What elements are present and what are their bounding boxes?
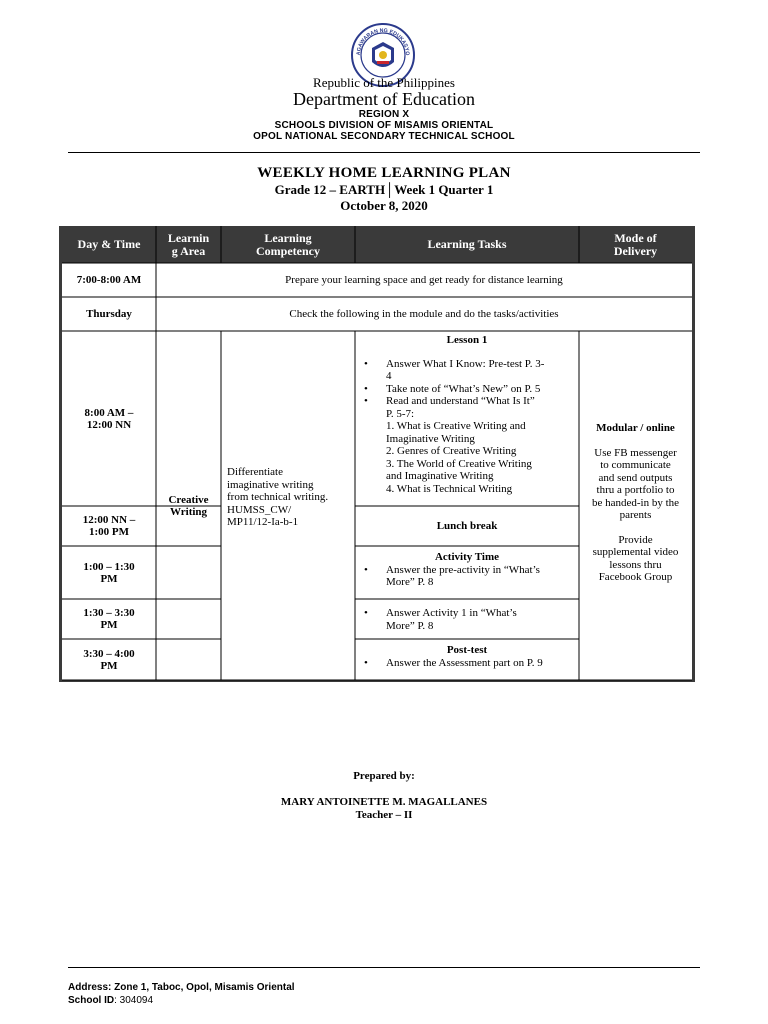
row-prepare-text: Prepare your learning space and get ready for distance learning: [285, 274, 563, 286]
post-test-title: Post-test: [446, 644, 488, 656]
list-item: • Read and understand “What Is It” P. 5-7:: [386, 395, 576, 420]
seal-text: AGAWARAN NG EDUKASYO: [355, 27, 411, 56]
plan-title: WEEKLY HOME LEARNING PLAN: [257, 165, 511, 181]
learning-plan-table: [59, 226, 695, 682]
header-learning-area: Learnin g Area: [167, 230, 210, 258]
footer-address: Address: Zone 1, Taboc, Opol, Misamis Oriental: [68, 982, 295, 993]
header-learning-competency: Learning Competency: [256, 230, 320, 258]
region-line: REGION X: [358, 109, 410, 120]
plan-date: October 8, 2020: [340, 198, 428, 213]
row-day-thursday: Thursday: [86, 308, 132, 320]
lesson-1-title: Lesson 1: [446, 334, 488, 346]
mode-title: Modular / online: [596, 422, 675, 434]
header-mode-of-delivery: Mode of Delivery: [613, 230, 658, 258]
plan-subtitle: Grade 12 – EARTH│Week 1 Quarter 1: [274, 182, 494, 197]
activity-time-tasks: [358, 551, 576, 589]
row-check-module-text: Check the following in the module and do the tasks/activities: [289, 308, 559, 320]
learning-area-creative-writing: Creative Writing: [168, 493, 209, 518]
school-line: OPOL NATIONAL SECONDARY TECHNICAL SCHOOL: [253, 131, 515, 142]
footer-divider: [68, 967, 700, 968]
list-item: • Answer Activity 1 in “What’s More” P. 8: [386, 607, 576, 632]
learning-competency-text: Differentiate imaginative writing from technical writing. HUMSS_CW/ MP11/12-Ia-b-1: [227, 466, 329, 528]
list-item: • Take note of “What’s New” on P. 5: [386, 383, 576, 396]
lesson-1-tasks: Lesson 1 • Answer What I Know: Pre-test P. 3- 4 • Take note of “What’s New” on P. 5 • Read and understand “What Is It” P. 5-7: 1. What is Creative Writing and Imaginative Writing 2. Genres of Creative Writing 3. The World of Creative Writing and Imaginative Writing 4. What is Technical Writing: [358, 334, 576, 495]
preparer-name: MARY ANTOINETTE M. MAGALLANES: [280, 796, 488, 808]
header-learning-tasks: Learning Tasks: [427, 237, 507, 251]
list-item: • Answer What I Know: Pre-test P. 3- 4: [386, 358, 576, 383]
list-item: • Answer the pre-activity in “What’s More” P. 8: [386, 564, 576, 589]
division-line: SCHOOLS DIVISION OF MISAMIS ORIENTAL: [274, 120, 494, 131]
row-time-7am: 7:00-8:00 AM: [76, 274, 142, 286]
activity-time-title: Activity Time: [434, 551, 500, 563]
list-item: • Answer the Assessment part on P. 9: [386, 657, 576, 670]
activity-1-tasks: [358, 607, 576, 632]
time-slot-330pm-4pm: 3:30 – 4:00 PM: [83, 647, 135, 672]
republic-line: Republic of the Philippines: [313, 75, 455, 90]
time-slot-130pm-330pm: 1:30 – 3:30 PM: [83, 607, 135, 631]
mode-of-delivery-text: Modular / online Use FB messenger to communicate and send outputs thru a portfolio to be handed-in by the parents Provide supplemental video lessons thru Facebook Group: [579, 422, 692, 584]
lunch-break: Lunch break: [436, 520, 498, 532]
header-divider: [68, 152, 700, 153]
time-slot-12nn-1pm: 12:00 NN – 1:00 PM: [82, 514, 136, 538]
time-slot-8am-12nn: 8:00 AM – 12:00 NN: [84, 406, 134, 431]
time-slot-1pm-130pm: 1:00 – 1:30 PM: [83, 560, 135, 585]
post-test-tasks: [358, 644, 576, 669]
preparer-position: Teacher – II: [355, 809, 413, 821]
header-day-time: Day & Time: [77, 237, 141, 251]
department-line: Department of Education: [293, 89, 475, 109]
footer-school-id: School ID: 304094: [68, 995, 154, 1006]
prepared-by-label: Prepared by:: [353, 770, 415, 782]
